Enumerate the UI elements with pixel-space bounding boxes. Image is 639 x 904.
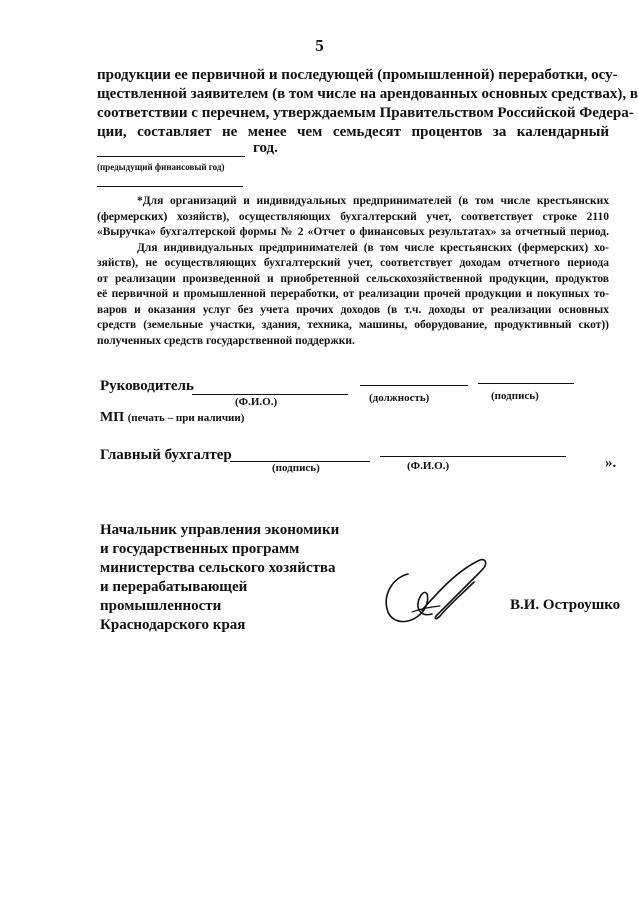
official-name: В.И. Остроушко — [510, 597, 621, 613]
stamp-caption: (печать – при наличии) — [127, 412, 245, 424]
year-suffix: год. — [253, 140, 278, 156]
footnote-line: Для индивидуальных предпринимателей (в том числе крестьянских (фермерских) хо- — [137, 241, 609, 254]
official-title — [100, 521, 339, 635]
accountant-name-caption: (Ф.И.О.) — [407, 460, 450, 472]
year-field — [97, 140, 397, 157]
official-title-line: Начальник управления экономики — [100, 522, 340, 538]
official-title-line: промышленности — [100, 598, 222, 614]
footnote-line: варов и оказания услуг без учета прочих доходов (в т.ч. доходы от реализации основных — [97, 303, 609, 316]
director-signature-caption: (подпись) — [491, 390, 539, 402]
main-paragraph — [97, 66, 638, 142]
footnote-line: зяйств), не осуществляющих бухгалтерский учет, соответствует доходам отчетного периода — [97, 257, 609, 269]
main-paragraph-line: соответствии с перечнем, утверждаемым Правительством Российской Федера- — [97, 105, 634, 121]
year-caption: (предыдущий финансовый год) — [97, 162, 225, 172]
closing-quote: ». — [605, 455, 617, 471]
director-position-caption: (должность) — [369, 392, 430, 404]
footnote-line: (фермерских) хозяйств), осуществляющих бухгалтерский учет, соответствует строке 2110 — [97, 210, 609, 223]
director-name-caption: (Ф.И.О.) — [235, 396, 278, 408]
director-label: Руководитель — [100, 378, 194, 394]
footnote-line: «Выручка» бухгалтерской формы № 2 «Отчет о финансовых результатах» за отчетный период. — [97, 226, 609, 238]
footnote — [97, 194, 609, 349]
footnote-line: *Для организаций и индивидуальных предпринимателей (в том числе крестьянских — [137, 195, 609, 207]
footnote-line: полученных средств государственной поддержки. — [97, 334, 355, 347]
footnote-line: средств (земельные участки, здания, техника, машины, оборудование, продуктивный скот)) — [97, 319, 609, 331]
main-paragraph-line: ции, составляет не менее чем семьдесят процентов за календарный — [97, 124, 609, 140]
official-title-line: Краснодарского края — [100, 617, 246, 633]
accountant-signature-caption: (подпись) — [272, 462, 320, 474]
chief-accountant-label: Главный бухгалтер — [100, 447, 232, 463]
stamp-note — [100, 410, 244, 426]
footnote-line: её первичной и промышленной переработки, от реализации прочей продукции и покупных то- — [97, 288, 609, 300]
main-paragraph-line: ществленной заявителем (в том числе на арендованных основных средствах), в — [97, 86, 638, 102]
accountant-name-line — [380, 456, 566, 457]
official-title-line: и перерабатывающей — [100, 579, 248, 595]
footnote-divider — [97, 186, 243, 187]
main-paragraph-line: продукции ее первичной и последующей (промышленной) переработки, осу- — [97, 67, 618, 83]
director-position-line — [360, 385, 468, 386]
director-name-line — [192, 394, 348, 395]
director-signature-line — [478, 383, 574, 384]
handwritten-signature — [378, 552, 494, 632]
page-number: 5 — [315, 36, 324, 55]
official-title-line: и государственных программ — [100, 541, 300, 557]
footnote-line: от реализации произведенной и приобретенной сельскохозяйственной продукции, продуктов — [97, 272, 609, 285]
stamp-label: МП — [100, 410, 125, 425]
year-blank-line — [97, 142, 245, 157]
official-title-line: министерства сельского хозяйства — [100, 560, 336, 576]
